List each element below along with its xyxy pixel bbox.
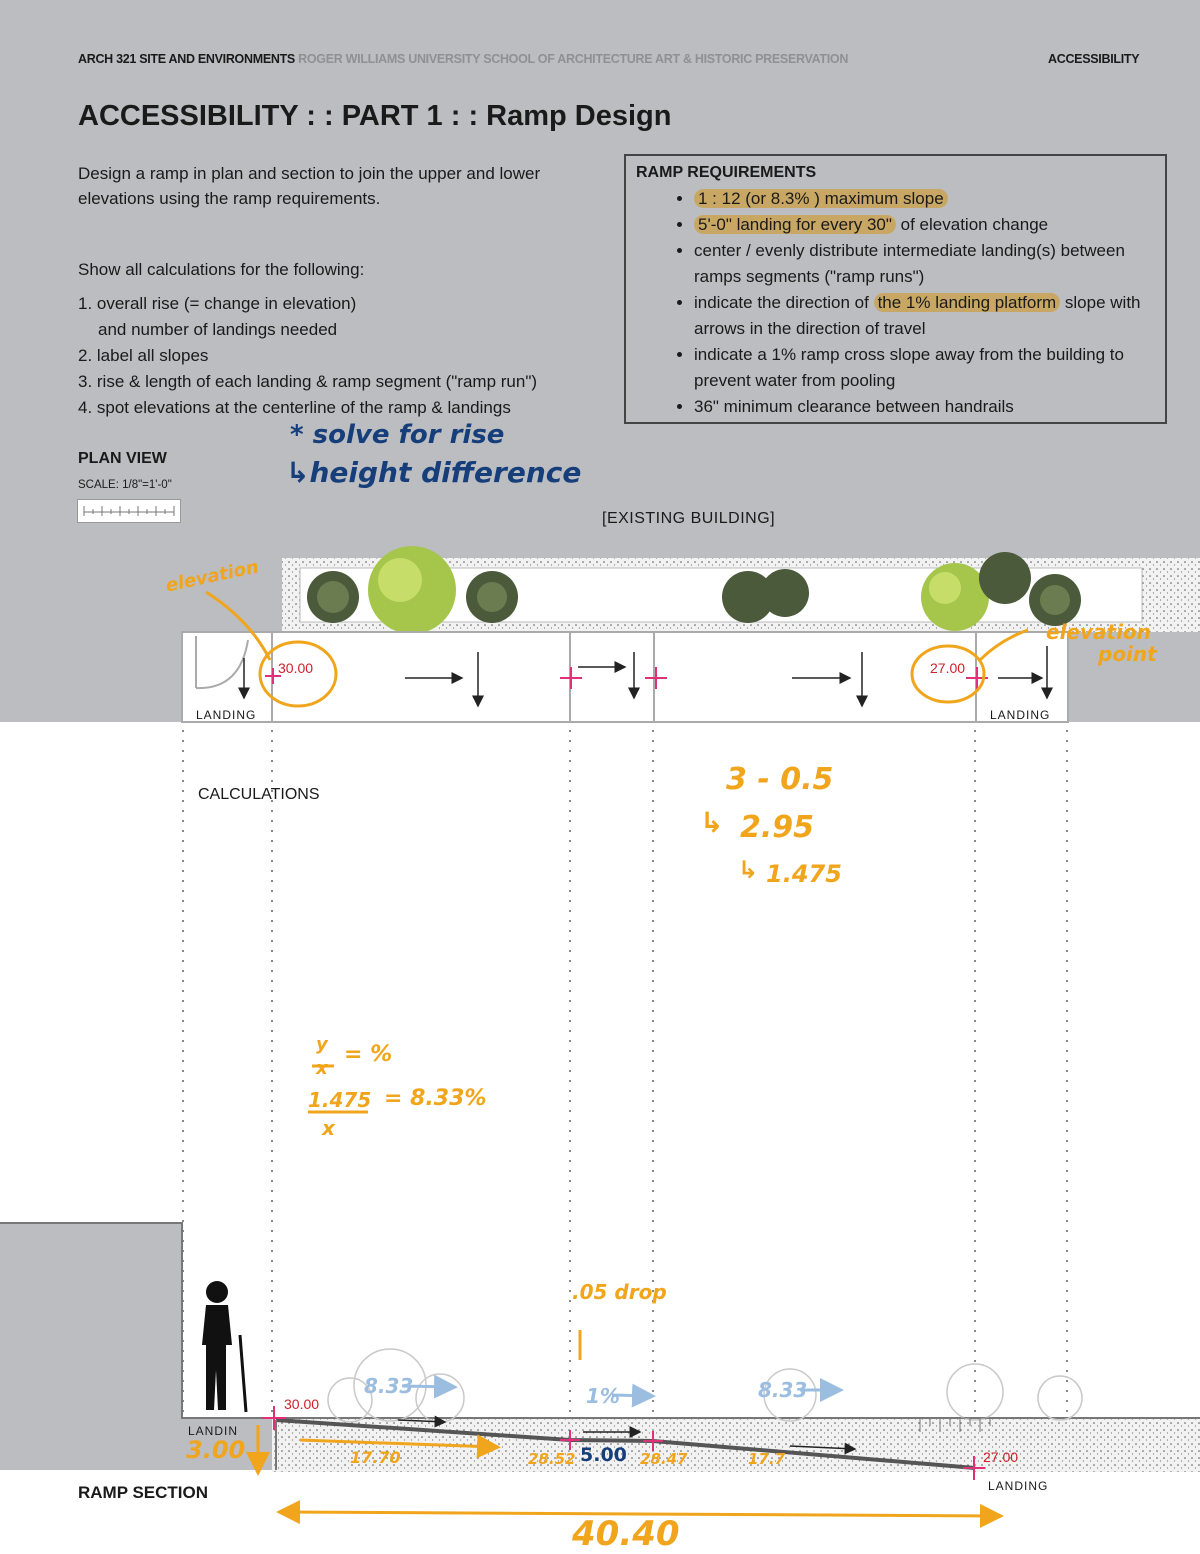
requirement-item: • 1 : 12 (or 8.3% ) maximum slope: [694, 186, 1155, 212]
note-slope-mid: 1%: [586, 1384, 620, 1408]
spot-elevation-bottom: 27.00: [930, 660, 966, 676]
task-item: 2. label all slopes: [78, 346, 209, 365]
note-calc-1: 3 - 0.5: [726, 762, 834, 797]
requirements-title: RAMP REQUIREMENTS: [636, 164, 817, 181]
requirement-item: • 36" minimum clearance between handrails: [694, 394, 1155, 420]
note-frac-eq: = %: [344, 1042, 393, 1067]
course-name: ARCH 321 SITE AND ENVIRONMENTS: [78, 52, 295, 66]
requirement-item: • indicate a 1% ramp cross slope away from the building to prevent water from pooling: [694, 342, 1155, 394]
note-drop: .05 drop: [572, 1280, 667, 1304]
intro-text: Design a ramp in plan and section to join the upper and lower elevations using the ramp requirements.: [78, 164, 541, 208]
requirement-item: • 5'-0" landing for every 30" of elevation change: [694, 212, 1155, 238]
note-frac-top: y: [316, 1034, 328, 1055]
section-elevation-top: 30.00: [284, 1396, 320, 1412]
task-item: 3. rise & length of each landing & ramp segment ("ramp run"): [78, 372, 538, 391]
note-rise-left: 3.00: [186, 1436, 246, 1464]
note-frac-bottom: x: [316, 1058, 328, 1079]
note-height-difference: ↳height difference: [286, 456, 582, 489]
task-item: 1. overall rise (= change in elevation) and number of landings needed: [78, 294, 357, 339]
scale-label: SCALE: 1/8"=1'-0": [78, 479, 172, 491]
note-landing-length: 5.00: [580, 1444, 627, 1466]
section-header: ACCESSIBILITY: [1048, 52, 1140, 66]
plan-view-label: PLAN VIEW: [78, 450, 167, 467]
note-run-right: 17.7: [748, 1450, 786, 1468]
note-elevation: elevation: [163, 556, 261, 597]
page-title: ACCESSIBILITY : : PART 1 : : Ramp Design: [78, 100, 672, 132]
school-name: ROGER WILLIAMS UNIVERSITY SCHOOL OF ARCHITECTURE ART & HISTORIC PRESERVATION: [298, 52, 849, 66]
requirement-item: • center / evenly distribute intermediate landing(s) between ramps segments ("ramp runs"): [694, 238, 1155, 290]
note-calc-2: 2.95: [740, 810, 815, 845]
note-solve-for-rise: * solve for rise: [290, 420, 505, 450]
landing-label-right: LANDING: [990, 708, 1051, 722]
note-slope-left: 8.33: [364, 1374, 414, 1398]
ramp-section-label: RAMP SECTION: [78, 1483, 209, 1502]
existing-building-label: [EXISTING BUILDING]: [602, 510, 776, 527]
landing-label-left: LANDING: [196, 708, 257, 722]
person-silhouette-icon: [202, 1281, 246, 1412]
note-elevation-point-1: elevation: [1046, 620, 1151, 644]
note-elevation-point-2: point: [1098, 642, 1157, 666]
note-calc-arrow-2: ↳: [738, 856, 759, 884]
note-elev-mid-left: 28.52: [528, 1450, 576, 1468]
requirement-item: • indicate the direction of the 1% landing platform slope with arrows in the direction of travel: [694, 290, 1155, 342]
spot-elevation-top: 30.00: [278, 660, 314, 676]
calculations-label: CALCULATIONS: [198, 786, 320, 803]
note-frac2-eq: = 8.33%: [384, 1086, 487, 1111]
note-calc-arrow-1: ↳: [700, 806, 724, 839]
note-frac2-top: 1.475: [308, 1088, 372, 1112]
calculations-heading: Show all calculations for the following:: [78, 260, 365, 279]
note-slope-right: 8.33: [758, 1378, 808, 1402]
note-total-length: 40.40: [572, 1514, 680, 1554]
note-frac2-bottom: x: [322, 1116, 335, 1140]
section-landing-left: LANDIN: [188, 1424, 239, 1438]
section-landing-right: LANDING: [988, 1479, 1049, 1493]
note-elev-mid-right: 28.47: [640, 1450, 688, 1468]
task-item: 4. spot elevations at the centerline of the ramp & landings: [78, 398, 511, 417]
note-calc-3: 1.475: [766, 860, 842, 888]
section-elevation-bottom: 27.00: [983, 1449, 1019, 1465]
note-run-left: 17.70: [350, 1448, 401, 1467]
